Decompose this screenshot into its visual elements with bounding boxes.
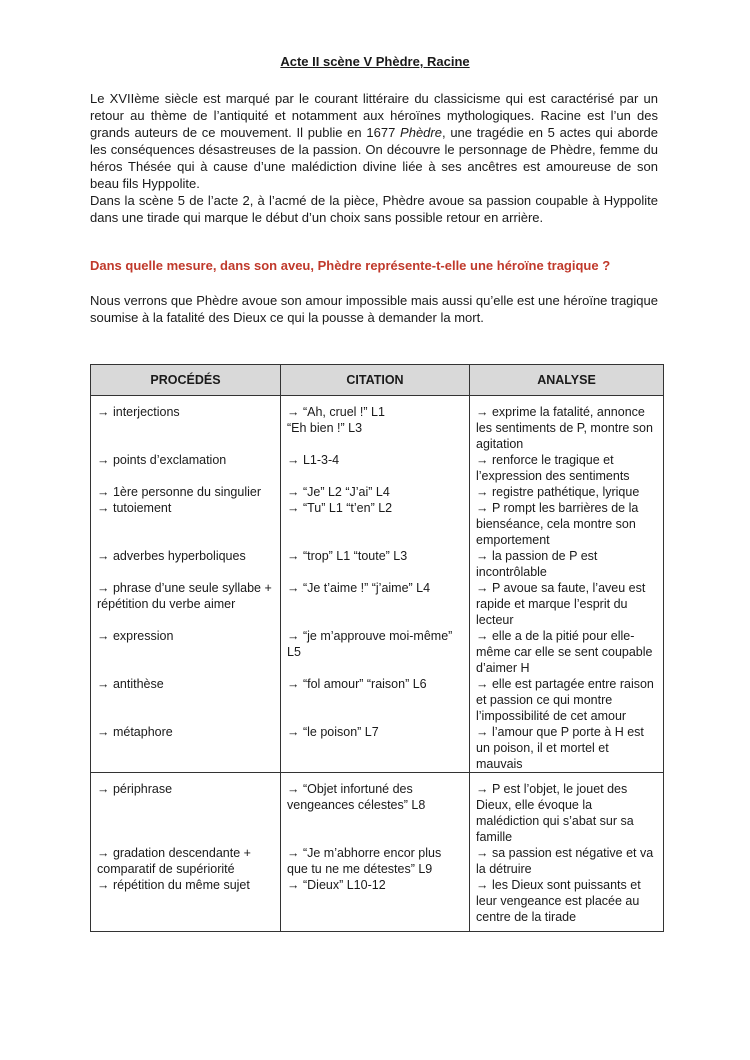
citation-cell: → “trop” L1 “toute” L3 [281,548,470,580]
citation-cell: → “Tu” L1 “t’en” L2 [281,500,470,548]
citation-cell: → “Je” L2 “J’ai” L4 [281,484,470,500]
intro-p1-part1: Le XVIIème siècle est marqué par le courant littéraire du classicisme qui est caractérisé par un retour au thème de l’antiquité et notamment aux héroïnes mythologiques. Racine est l’un des grands auteurs de ce mouvement. Il publie en 1677 [90,91,658,140]
table-row [91,548,664,580]
analyse-cell: → elle est partagée entre raison et passion ce qui montre l’impossibilité de cet amour [470,676,664,724]
analysis-table [90,364,664,932]
table-row [91,773,664,846]
table-row [91,580,664,628]
table-row [91,452,664,484]
citation-cell: → “fol amour” “raison” L6 [281,676,470,724]
table-row [91,676,664,724]
citation-cell: → “le poison” L7 [281,724,470,773]
procede-cell: → phrase d’une seule syllabe + répétition du verbe aimer [91,580,281,628]
intro-p1-italic-title: Phèdre [400,125,442,140]
table-row [91,845,664,877]
header-analyse: ANALYSE [470,365,664,396]
procede-cell: → métaphore [91,724,281,773]
introduction [90,90,658,226]
analyse-cell: → exprime la fatalité, annonce les sentiments de P, montre son agitation [470,396,664,453]
table-header-row [91,365,664,396]
procede-cell: → gradation descendante + comparatif de supériorité [91,845,281,877]
citation-cell: → “Je t’aime !” “j’aime” L4 [281,580,470,628]
analyse-cell: → sa passion est négative et va la détruire [470,845,664,877]
procede-cell: → adverbes hyperboliques [91,548,281,580]
problematic-question: Dans quelle mesure, dans son aveu, Phèdre représente-t-elle une héroïne tragique ? [90,258,611,273]
citation-cell: → L1-3-4 [281,452,470,484]
procede-cell: → périphrase [91,773,281,846]
document-title: Acte II scène V Phèdre, Racine [280,54,470,69]
intro-paragraph-1 [90,90,658,192]
analyse-cell: → renforce le tragique et l’expression des sentiments [470,452,664,484]
intro-paragraph-2: Dans la scène 5 de l’acte 2, à l’acmé de la pièce, Phèdre avoue sa passion coupable à Hyppolite dans une tirade qui marque le début d’un choix sans possible retour en arrière. [90,193,658,225]
table-body [91,396,664,932]
table-row [91,484,664,500]
procede-cell: → tutoiement [91,500,281,548]
analyse-cell: → P rompt les barrières de la bienséance, cela montre son emportement [470,500,664,548]
table-row [91,724,664,773]
citation-cell: → “Objet infortuné des vengeances célestes” L8 [281,773,470,846]
plan-paragraph: Nous verrons que Phèdre avoue son amour impossible mais aussi qu’elle est une héroïne tragique soumise à la fatalité des Dieux ce qui la pousse à demander la mort. [90,293,658,325]
procede-cell: → antithèse [91,676,281,724]
analyse-cell: → P est l’objet, le jouet des Dieux, elle évoque la malédiction qui s’abat sur sa famille [470,773,664,846]
table-row [91,628,664,676]
citation-cell: → “Ah, cruel !” L1 “Eh bien !” L3 [281,396,470,453]
analyse-cell: → l’amour que P porte à H est un poison, il et mortel et mauvais [470,724,664,773]
intro-p1-part2: , une tragédie en 5 actes qui aborde les conséquences désastreuses de la passion. On découvre le personnage de Phèdre, femme du héros Thésée qui à cause d’une malédiction divine liée à ses ancêtres est amoureuse de son beau fils Hyppolite. [90,125,658,191]
table-row [91,500,664,548]
citation-cell: → “je m’approuve moi-même” L5 [281,628,470,676]
procede-cell: → expression [91,628,281,676]
header-citation: CITATION [281,365,470,396]
analyse-cell: → elle a de la pitié pour elle-même car elle se sent coupable d’aimer H [470,628,664,676]
analyse-cell: → la passion de P est incontrôlable [470,548,664,580]
procede-cell: → 1ère personne du singulier [91,484,281,500]
table-row [91,877,664,932]
citation-cell: → “Je m’abhorre encor plus que tu ne me détestes” L9 [281,845,470,877]
procede-cell: → répétition du même sujet [91,877,281,932]
citation-cell: → “Dieux” L10-12 [281,877,470,932]
table-row [91,396,664,453]
analyse-cell: → P avoue sa faute, l’aveu est rapide et marque l’esprit du lecteur [470,580,664,628]
procede-cell: → points d’exclamation [91,452,281,484]
analyse-cell: → registre pathétique, lyrique [470,484,664,500]
procede-cell: → interjections [91,396,281,453]
analyse-cell: → les Dieux sont puissants et leur vengeance est placée au centre de la tirade [470,877,664,932]
header-procedes: PROCÉDÉS [91,365,281,396]
